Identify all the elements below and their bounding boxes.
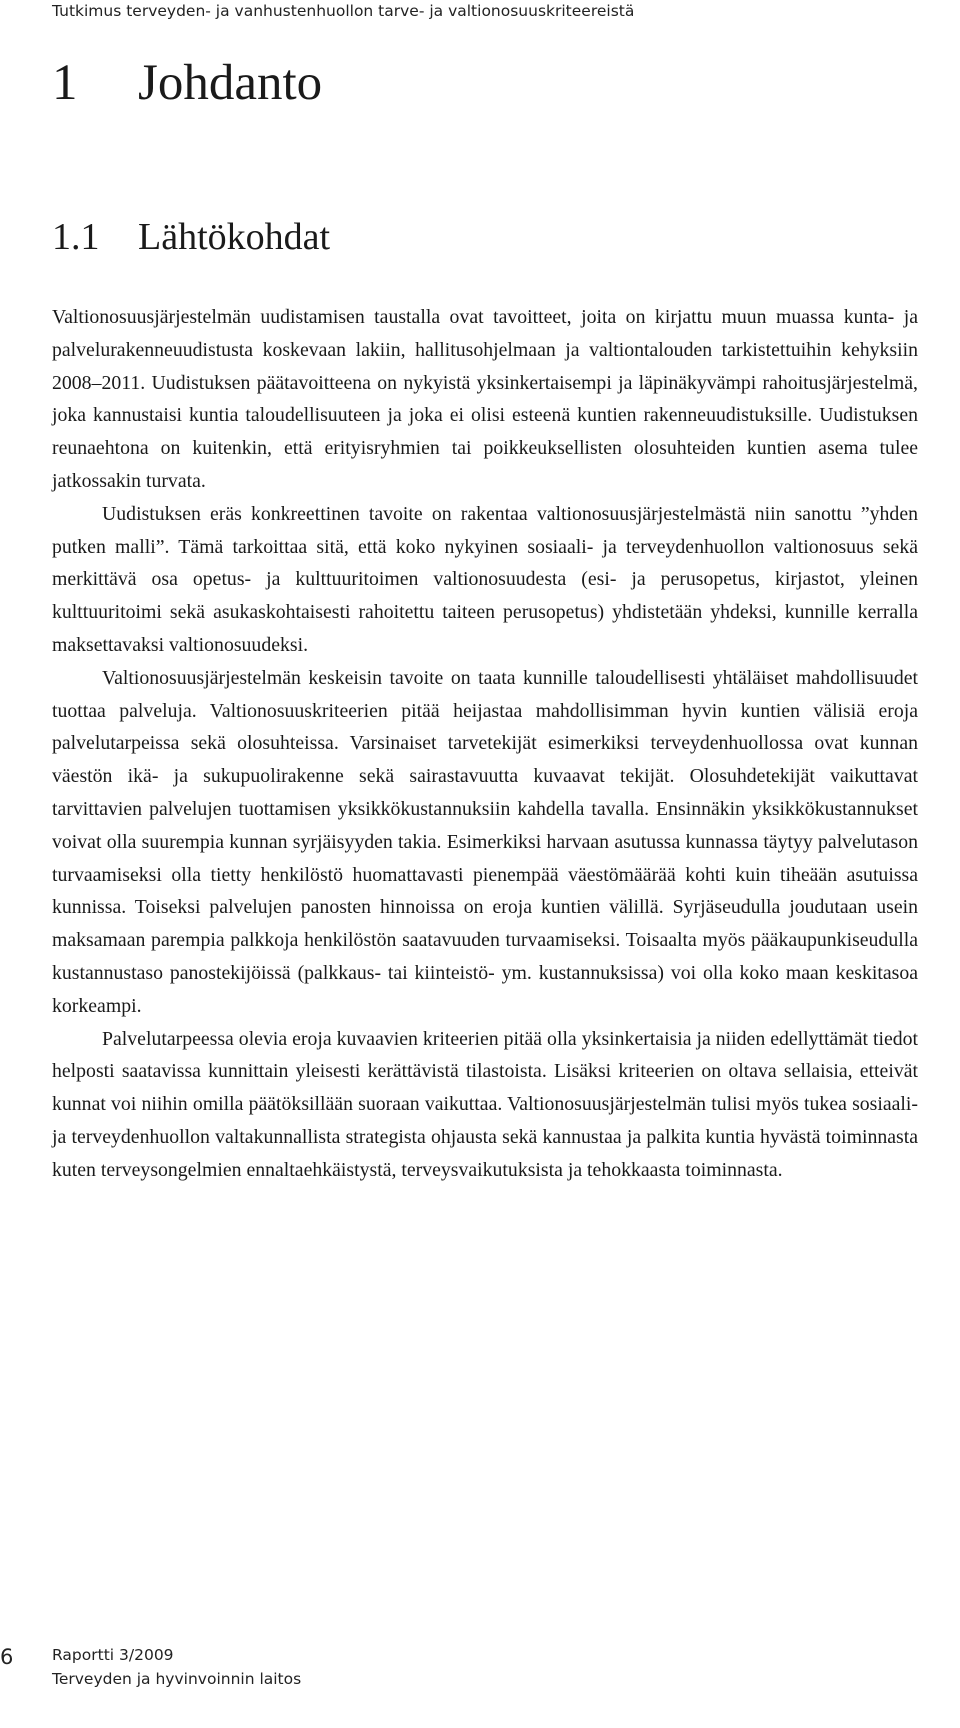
- chapter-title: Johdanto: [138, 55, 323, 111]
- section-number: 1.1: [52, 216, 100, 258]
- body-text: [52, 301, 918, 1187]
- paragraph-2: Uudistuksen eräs konkreettinen tavoite on rakentaa valtionosuusjärjestelmästä niin sanottu ”yhden putken malli”. Tämä tarkoittaa sitä, että koko nykyinen sosiaali- ja terveydenhuollon valtionosuus sekä merkittävä osa opetus- ja kulttuuritoimen valtionosuudesta (esi- ja perusopetus, kirjastot, yleinen kulttuuritoimi sekä asukaskohtaisesti rahoitettu taiteen perusopetus) yhdistetään yhdeksi, kunnille kerralla maksettavaksi valtionosuudeksi.: [52, 502, 918, 656]
- paragraph-4: Palvelutarpeessa olevia eroja kuvaavien kriteerien pitää olla yksinkertaisia ja niiden edellyttämät tiedot helposti saatavissa kunnittain yleisesti kerättävistä tilastoista. Lisäksi kriteerien on oltava sellaisia, etteivät kunnat voi niihin omilla päätöksillään suoraan vaikuttaa. Valtionosuusjärjestelmän tulisi myös tukea sosiaali- ja terveydenhuollon valtakunnallista strategista ohjausta sekä kannustaa ja palkita kuntia hyvästä toiminnasta kuten terveysongelmien ennaltaehkäistystä, terveysvaikutuksista ja tehokkaasta toiminnasta.: [52, 1027, 918, 1181]
- footer-publisher: Terveyden ja hyvinvoinnin laitos: [52, 1670, 302, 1688]
- chapter-number: 1: [52, 55, 78, 111]
- paragraph-3: Valtionosuusjärjestelmän keskeisin tavoite on taata kunnille taloudellisesti yhtäläiset mahdollisuudet tuottaa palveluja. Valtionosuuskriteerien pitää heijastaa mahdollisimman hyvin kuntien välisiä eroja palvelutarpeissa sekä olosuhteissa. Varsinaiset tarvetekijät esimerkiksi terveydenhuollossa ovat kunnan väestön ikä- ja sukupuolirakenne sekä sairastavuutta kuvaavat tekijät. Olosuhdetekijät vaikuttavat tarvittavien palvelujen tuottamisen yksikkökustannuksiin kahdella tavalla. Ensinnäkin yksikkökustannukset voivat olla suurempia kunnan syrjäisyyden takia. Esimerkiksi harvaan asutussa kunnassa täytyy palvelutason turvaamiseksi olla tietty henkilöstö huomattavasti pienempää väestömäärää kohti kuin tiheään asutuissa kunnissa. Toiseksi palvelujen panosten hinnoissa on eroja kuntien välillä. Syrjäseudulla joudutaan usein maksamaan parempia palkkoja henkilöstön saatavuuden turvaamiseksi. Toisaalta myös pääkaupunkiseudulla kustannustaso panostekijöissä (palkkaus- tai kiinteistö- ym. kustannuksissa) voi olla koko maan keskitasoa korkeampi.: [52, 666, 918, 1017]
- section-title: Lähtökohdat: [138, 216, 331, 258]
- page-number: 6: [0, 1645, 14, 1669]
- section-heading: [52, 218, 330, 256]
- footer-publication: Raportti 3/2009: [52, 1646, 174, 1664]
- chapter-heading: [52, 55, 323, 111]
- running-header: Tutkimus terveyden- ja vanhustenhuollon tarve- ja valtionosuuskriteereistä: [52, 2, 635, 20]
- paragraph-1: Valtionosuusjärjestelmän uudistamisen taustalla ovat tavoitteet, joita on kirjattu muun muassa kunta- ja palvelurakenneuudistusta koskevaan lakiin, hallitusohjelmaan ja valtiontalouden tarkistettuihin kehyksiin 2008–2011. Uudistuksen päätavoitteena on nykyistä yksinkertaisempi ja läpinäkyvämpi rahoitusjärjestelmä, joka kannustaisi kuntia taloudellisuuteen ja joka ei olisi esteenä kuntien rakenneuudistuksille. Uudistuksen reunaehtona on kuitenkin, että erityisryhmien tai poikkeuksellisten olosuhteiden kuntien asema tulee jatkossakin turvata.: [52, 306, 918, 492]
